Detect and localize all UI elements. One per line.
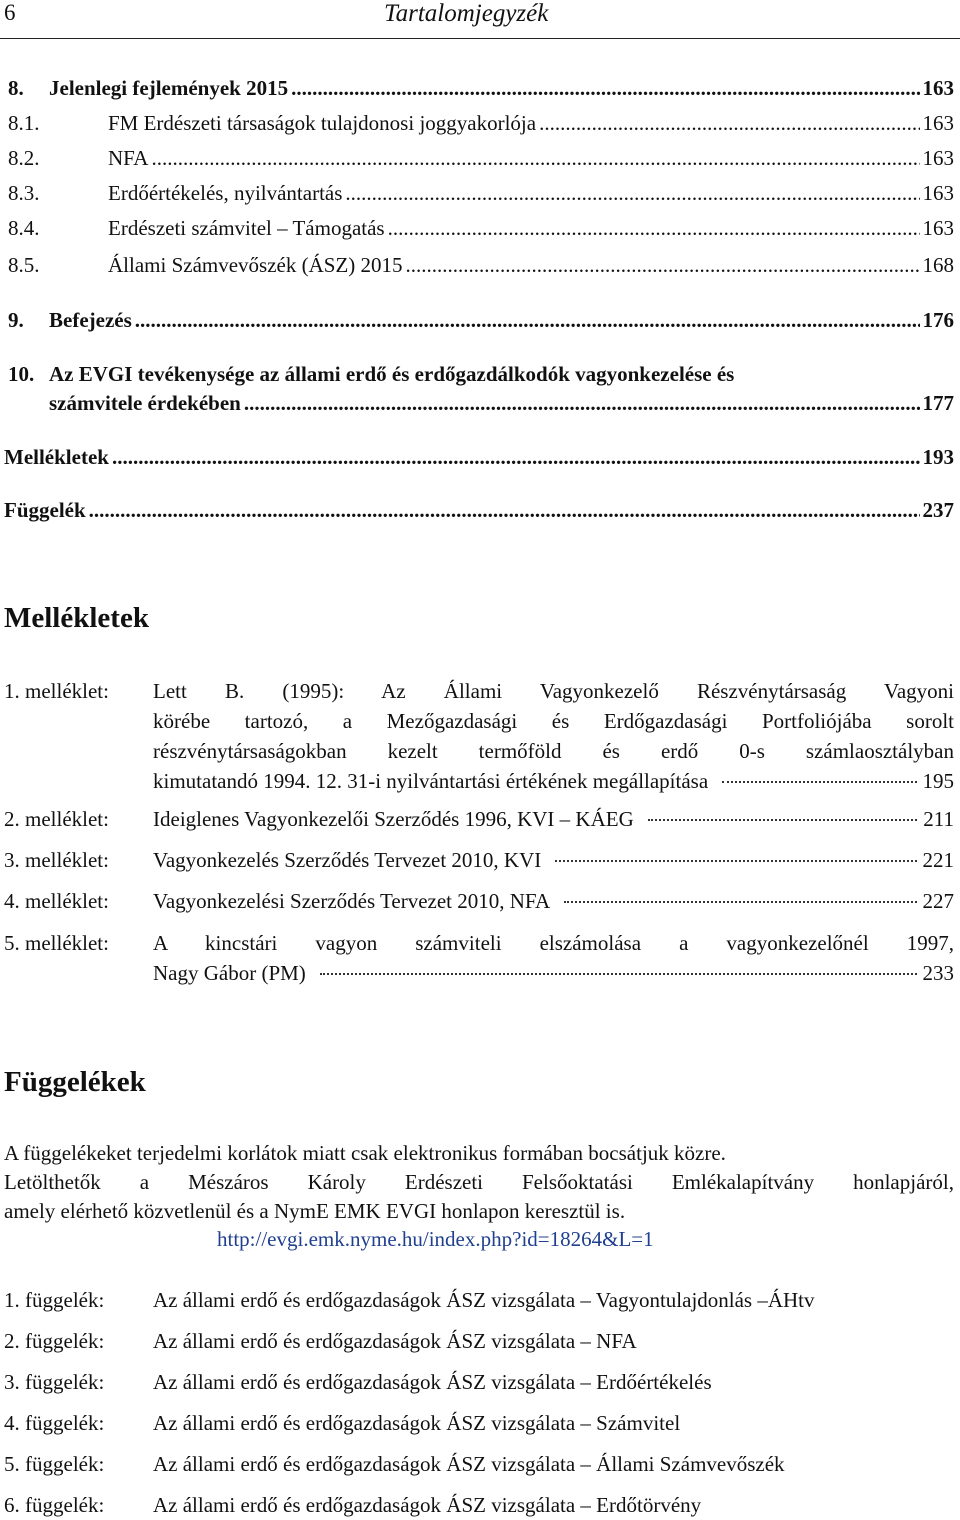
toc-leader-dots	[345, 179, 919, 207]
toc-entry[interactable]	[0, 144, 960, 172]
annex-page: 211	[923, 807, 954, 831]
annex-label: 3. melléklet:	[4, 848, 109, 872]
toc-entry[interactable]	[0, 74, 960, 102]
appendix-label: 2. függelék:	[4, 1329, 105, 1353]
toc-title: Mellékletek	[4, 445, 109, 469]
appendix-label: 1. függelék:	[4, 1288, 105, 1312]
annex-page: 221	[922, 848, 954, 872]
annex-item[interactable]	[0, 886, 960, 916]
toc-entry[interactable]	[0, 109, 960, 137]
appendix-intro-paragraph	[4, 1139, 954, 1226]
toc-title: NFA	[108, 146, 149, 170]
annex-leader-dots	[648, 819, 918, 821]
toc-entry[interactable]	[0, 389, 960, 417]
toc-page: 163	[922, 76, 954, 100]
toc-leader-dots	[291, 74, 919, 102]
annex-label: 4. melléklet:	[4, 889, 109, 913]
toc-leader-dots	[539, 109, 919, 137]
toc-page: 163	[922, 216, 954, 240]
toc-entry[interactable]	[0, 496, 960, 524]
appendix-title: Az állami erdő és erdőgazdaságok ÁSZ vizsgálata – Erdőértékelés	[153, 1370, 712, 1394]
toc-page: 163	[922, 181, 954, 205]
annex-leader-dots	[320, 973, 917, 975]
annex-text-line: Vagyonkezelési Szerződés Tervezet 2010, NFA	[153, 889, 551, 913]
annex-text-line: részvénytársaságokban kezelt termőföld és erdő 0-s számlaosztályban	[153, 739, 954, 763]
toc-number: 8.4.	[8, 216, 40, 240]
annex-label: 5. melléklet:	[4, 931, 109, 955]
paragraph-line: amely elérhető közvetlenül és a NymE EMK EVGI honlapon keresztül is.	[4, 1199, 626, 1223]
toc-page: 176	[922, 308, 954, 332]
toc-entry[interactable]	[0, 443, 960, 471]
annex-label: 1. melléklet:	[4, 679, 109, 703]
annex-text-line: A kincstári vagyon számviteli elszámolása a vagyonkezelőnél 1997,	[153, 931, 954, 955]
toc-entry[interactable]	[0, 306, 960, 334]
annex-item[interactable]	[0, 676, 960, 796]
toc-page: 163	[922, 146, 954, 170]
annex-page: 233	[922, 961, 954, 985]
appendix-label: 5. függelék:	[4, 1452, 105, 1476]
annex-item[interactable]	[0, 928, 960, 988]
annex-label: 2. melléklet:	[4, 807, 109, 831]
toc-title: Erdőértékelés, nyilvántartás	[108, 181, 343, 205]
toc-number: 8.5.	[8, 253, 40, 277]
appendix-title: Az állami erdő és erdőgazdaságok ÁSZ vizsgálata – NFA	[153, 1329, 637, 1353]
toc-title: Erdészeti számvitel – Támogatás	[108, 216, 385, 240]
toc-number: 8.3.	[8, 181, 40, 205]
toc-leader-dots	[151, 144, 919, 172]
toc-number: 8.1.	[8, 111, 40, 135]
toc-title: Jelenlegi fejlemények 2015	[49, 76, 289, 100]
toc-entry-line1[interactable]	[0, 360, 960, 388]
annex-page: 195	[922, 769, 954, 793]
toc-entry[interactable]	[0, 179, 960, 207]
appendix-title: Az állami erdő és erdőgazdaságok ÁSZ vizsgálata – Állami Számvevőszék	[153, 1452, 785, 1476]
annex-text-line: Vagyonkezelés Szerződés Tervezet 2010, KVI	[153, 848, 542, 872]
toc-title: Állami Számvevőszék (ÁSZ) 2015	[108, 253, 403, 277]
toc-number: 10.	[8, 362, 35, 386]
toc-number: 8.2.	[8, 146, 40, 170]
toc-leader-dots	[406, 251, 920, 279]
toc-leader-dots	[112, 443, 920, 471]
header-rule	[0, 38, 960, 39]
page-header	[0, 0, 960, 40]
annex-text-line: Nagy Gábor (PM)	[153, 961, 306, 985]
annex-item[interactable]	[0, 845, 960, 875]
toc-page: 237	[922, 498, 954, 522]
toc-entry[interactable]	[0, 214, 960, 242]
toc-leader-dots	[89, 496, 920, 524]
toc-title: Befejezés	[49, 308, 132, 332]
appendix-title: Az állami erdő és erdőgazdaságok ÁSZ vizsgálata – Erdőtörvény	[153, 1493, 702, 1517]
annex-text-line: Lett B. (1995): Az Állami Vagyonkezelő Részvénytársaság Vagyoni	[153, 679, 954, 703]
appendix-label: 6. függelék:	[4, 1493, 105, 1517]
toc-page: 193	[922, 445, 954, 469]
toc-leader-dots	[135, 306, 920, 334]
annex-leader-dots	[564, 901, 916, 903]
appendix-title: Az állami erdő és erdőgazdaságok ÁSZ vizsgálata – Számvitel	[153, 1411, 681, 1435]
toc-page: 177	[922, 391, 954, 415]
toc-title: számvitele érdekében	[49, 391, 241, 415]
appendix-title: Az állami erdő és erdőgazdaságok ÁSZ vizsgálata – Vagyontulajdonlás –ÁHtv	[153, 1288, 815, 1312]
annex-text-line: körébe tartozó, a Mezőgazdasági és Erdőgazdasági Portfoliójába sorolt	[153, 709, 954, 733]
toc-title: Függelék	[4, 498, 86, 522]
toc-number: 9.	[8, 308, 24, 332]
annex-leader-dots	[555, 860, 916, 862]
download-link[interactable]: http://evgi.emk.nyme.hu/index.php?id=18264&L=1	[217, 1227, 654, 1251]
toc-leader-dots	[244, 389, 920, 417]
section-heading-fuggelekek: Függelékek	[4, 1066, 146, 1098]
annex-text-line: kimutatandó 1994. 12. 31-i nyilvántartási értékének megállapítása	[153, 769, 709, 793]
toc-title: Az EVGI tevékenysége az állami erdő és erdőgazdálkodók vagyonkezelése és	[49, 362, 735, 386]
page-number: 6	[4, 0, 16, 25]
appendix-label: 3. függelék:	[4, 1370, 105, 1394]
annex-text-line: Ideiglenes Vagyonkezelői Szerződés 1996, KVI – KÁEG	[153, 807, 634, 831]
toc-leader-dots	[388, 214, 920, 242]
toc-title: FM Erdészeti társaságok tulajdonosi joggyakorlója	[108, 111, 537, 135]
appendix-label: 4. függelék:	[4, 1411, 105, 1435]
toc-entry[interactable]	[0, 251, 960, 279]
toc-page: 168	[922, 253, 954, 277]
paragraph-line: A függelékeket terjedelmi korlátok miatt csak elektronikus formában bocsátjuk közre.	[4, 1141, 726, 1165]
section-heading-mellekletek: Mellékletek	[4, 602, 149, 634]
annex-leader-dots	[722, 781, 916, 783]
annex-item[interactable]	[0, 804, 960, 834]
toc-number: 8.	[8, 76, 24, 100]
annex-page: 227	[922, 889, 954, 913]
running-title: Tartalomjegyzék	[384, 0, 549, 27]
paragraph-line: Letölthetők a Mészáros Károly Erdészeti Felsőoktatási Emlékalapítvány honlapjáról,	[4, 1170, 954, 1194]
toc-page: 163	[922, 111, 954, 135]
